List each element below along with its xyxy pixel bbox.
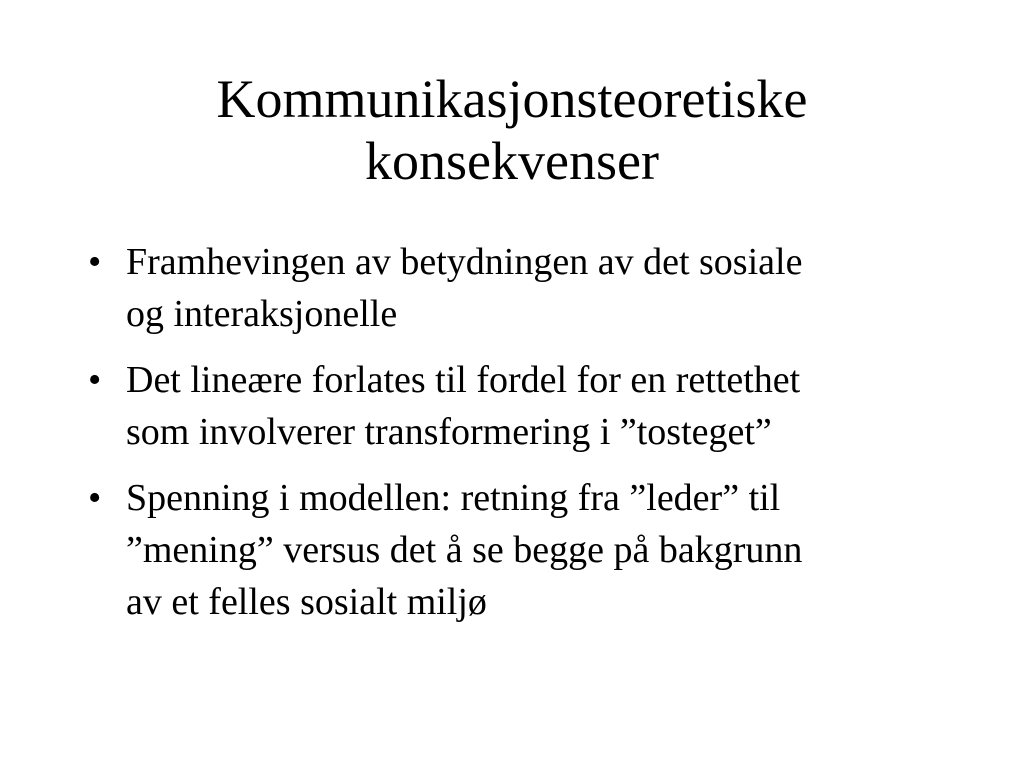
bullet-item [88,472,968,628]
bullet-text-line: Spenning i modellen: retning fra ”leder” til [126,477,781,519]
slide-title-line: Kommunikasjonsteoretiske [216,69,808,129]
slide-title [60,68,964,192]
bullet-item [88,354,968,458]
bullet-icon: • [88,241,102,283]
bullet-text-line: Det lineære forlates til fordel for en rettethet [126,359,801,401]
slide-title-line: konsekvenser [365,131,659,191]
bullet-text-line: og interaksjonelle [126,293,398,335]
bullet-item [88,236,968,340]
bullet-text-line: som involverer transformering i ”tosteget” [126,411,772,453]
bullet-text-line: Framhevingen av betydningen av det sosiale [126,241,803,283]
bullet-text-line: av et felles sosialt miljø [126,581,487,623]
bullet-text-line: ”mening” versus det å se begge på bakgrunn [126,529,803,571]
bullet-list [88,236,968,642]
bullet-icon: • [88,359,102,401]
bullet-icon: • [88,477,102,519]
